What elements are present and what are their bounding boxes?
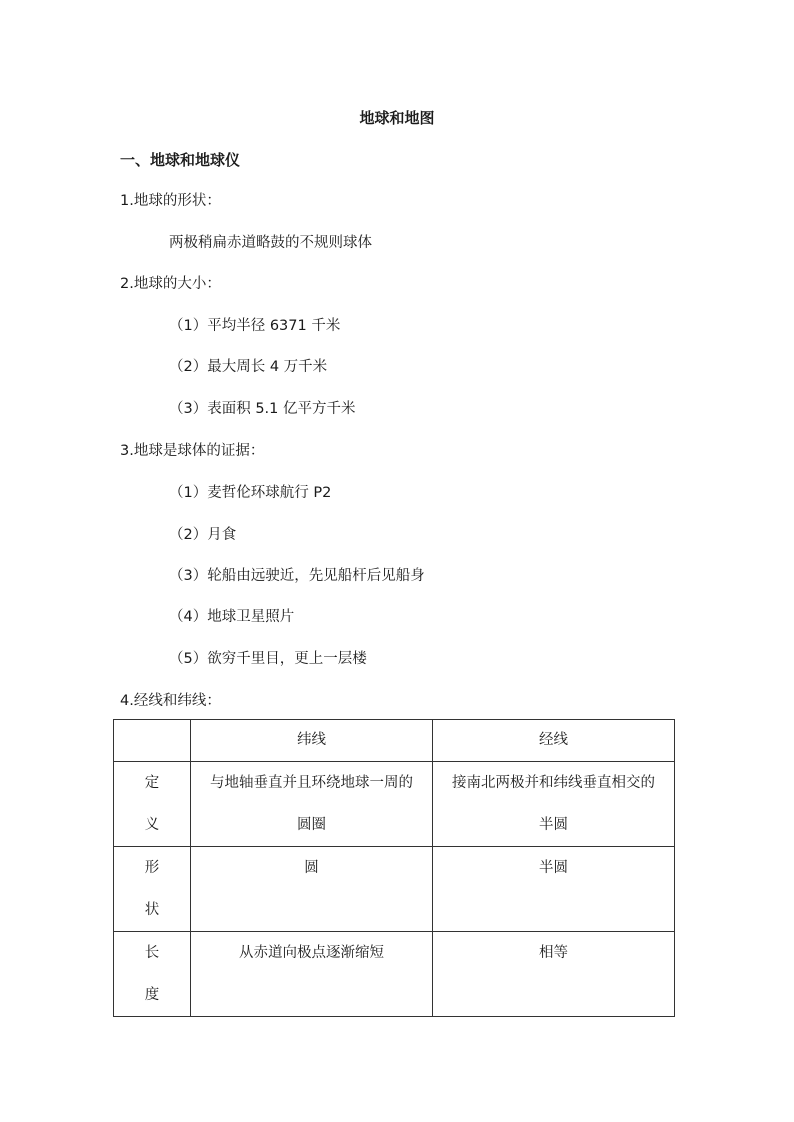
table-cell — [191, 762, 433, 847]
size-heading: 2.地球的大小： — [120, 276, 221, 292]
evidence-item: （1）麦哲伦环球航行 P2 — [169, 485, 332, 501]
cell-text: 接南北两极并和纬线垂直相交的 — [452, 775, 655, 791]
evidence-item: （2）月食 — [169, 527, 237, 543]
table-header-cell: 经线 — [433, 720, 675, 762]
table-cell — [191, 932, 433, 1017]
shape-text: 两极稍扁赤道略鼓的不规则球体 — [169, 235, 372, 251]
cell-text: 相等 — [539, 945, 568, 961]
row-label — [114, 932, 191, 1017]
table-cell — [433, 847, 675, 932]
evidence-heading: 3.地球是球体的证据： — [120, 443, 265, 459]
row-label-char: 度 — [144, 987, 160, 1003]
cell-text: 从赤道向极点逐渐缩短 — [239, 945, 384, 961]
table-header-cell: 纬线 — [191, 720, 433, 762]
row-label-char: 义 — [144, 817, 160, 833]
cell-text: 与地轴垂直并且环绕地球一周的 — [210, 775, 413, 791]
meridian-parallel-table — [113, 719, 675, 1017]
table-row — [114, 762, 675, 847]
cell-text: 圆圈 — [297, 817, 326, 833]
lines-heading: 4.经线和纬线： — [120, 693, 221, 709]
size-item: （1）平均半径 6371 千米 — [169, 318, 341, 334]
row-label-char: 长 — [144, 945, 160, 961]
evidence-item: （3）轮船由远驶近，先见船杆后见船身 — [169, 568, 425, 584]
cell-text: 半圆 — [539, 860, 568, 876]
cell-text: 半圆 — [539, 817, 568, 833]
table-cell — [433, 762, 675, 847]
cell-text: 圆 — [304, 860, 319, 876]
table-row — [114, 847, 675, 932]
row-label — [114, 762, 191, 847]
table-cell — [433, 932, 675, 1017]
table-header-cell — [114, 720, 191, 762]
row-label-char: 形 — [144, 860, 160, 876]
evidence-item: （4）地球卫星照片 — [169, 609, 295, 625]
row-label — [114, 847, 191, 932]
document-title: 地球和地图 — [359, 109, 435, 127]
row-label-char: 定 — [144, 775, 160, 791]
size-item: （3）表面积 5.1 亿平方千米 — [169, 401, 356, 417]
table-cell — [191, 847, 433, 932]
evidence-item: （5）欲穷千里目，更上一层楼 — [169, 651, 367, 667]
table-header-row — [114, 720, 675, 762]
section-heading: 一、地球和地球仪 — [120, 151, 241, 169]
row-label-char: 状 — [144, 902, 160, 918]
shape-heading: 1.地球的形状： — [120, 193, 221, 209]
table-row — [114, 932, 675, 1017]
size-item: （2）最大周长 4 万千米 — [169, 359, 328, 375]
